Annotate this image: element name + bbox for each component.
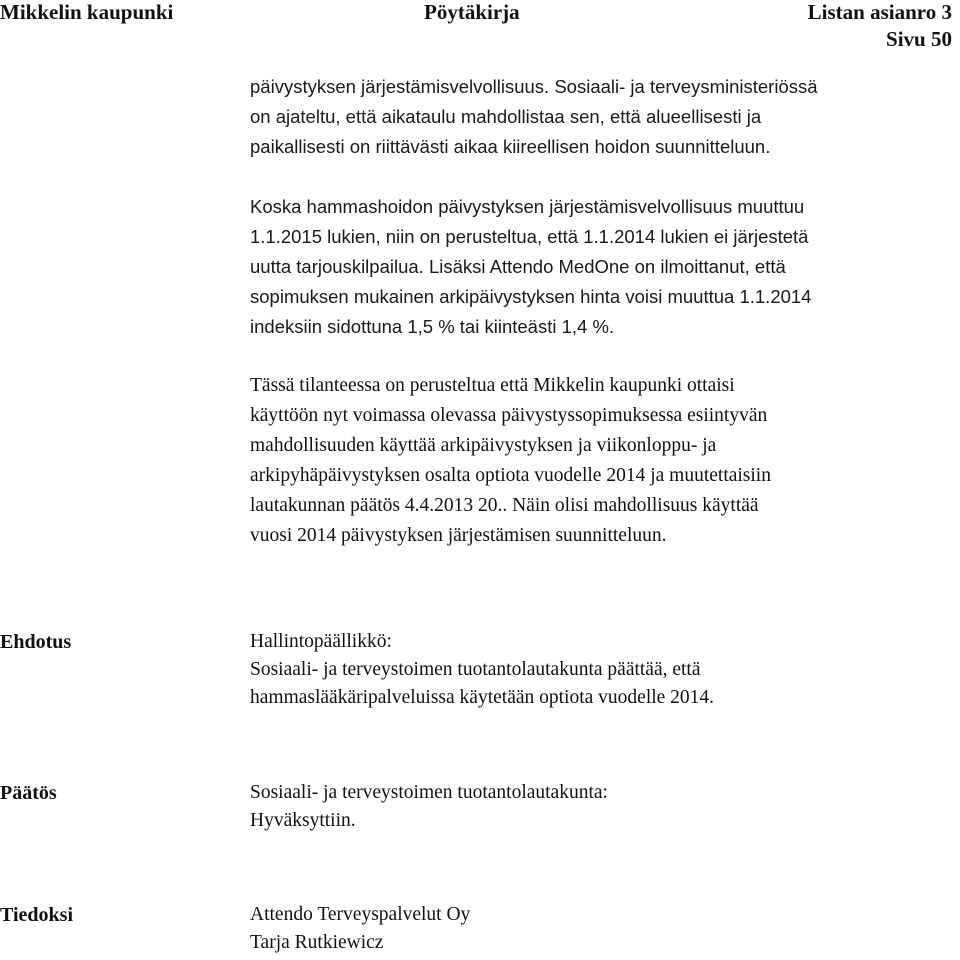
text-line: on ajateltu, että aikataulu mahdollistaa sen, että alueellisesti ja — [250, 106, 762, 127]
text-line: paikallisesti on riittävästi aikaa kiireellisen hoidon suunnitteluun. — [250, 136, 771, 157]
text-line: arkipyhäpäivystyksen osalta optiota vuodelle 2014 ja muutettaisiin — [250, 465, 771, 486]
section-label-tiedoksi: Tiedoksi — [0, 904, 73, 926]
text-line: Sosiaali- ja terveystoimen tuotantolautakunta päättää, että — [250, 659, 701, 680]
text-line: 1.1.2015 lukien, niin on perusteltua, että 1.1.2014 lukien ei järjestetä — [250, 226, 809, 247]
page-header — [0, 0, 960, 60]
text-line: hammaslääkäripalveluissa käytetään optiota vuodelle 2014. — [250, 687, 715, 708]
text-line: Tarja Rutkiewicz — [250, 932, 384, 953]
text-line: Hyväksyttiin. — [250, 810, 356, 831]
text-line: sopimuksen mukainen arkipäivystyksen hinta voisi muuttua 1.1.2014 — [250, 286, 812, 307]
text-line: Koska hammashoidon päivystyksen järjestämisvelvollisuus muuttuu — [250, 196, 805, 217]
text-line: indeksiin sidottuna 1,5 % tai kiinteästi 1,4 %. — [250, 316, 615, 337]
text-line: vuosi 2014 päivystyksen järjestämisen suunnitteluun. — [250, 525, 667, 546]
section-content-ehdotus — [250, 628, 714, 712]
text-line: Attendo Terveyspalvelut Oy — [250, 904, 471, 925]
page-number: Sivu 50 — [886, 27, 952, 51]
text-line: käyttöön nyt voimassa olevassa päivystyssopimuksessa esiintyvän — [250, 405, 768, 426]
text-line: lautakunnan päätös 4.4.2013 20.. Näin olisi mahdollisuus käyttää — [250, 495, 759, 516]
section-content-paatos — [250, 779, 608, 835]
paragraph-justification — [250, 192, 950, 342]
paragraph-proposal-rationale — [250, 371, 950, 551]
organization-name: Mikkelin kaupunki — [0, 0, 174, 24]
section-content-tiedoksi — [250, 901, 470, 957]
list-item-number: Listan asianro 3 — [807, 0, 952, 24]
section-label-ehdotus: Ehdotus — [0, 631, 72, 653]
section-label-paatos: Päätös — [0, 782, 57, 804]
text-line: mahdollisuuden käyttää arkipäivystyksen ja viikonloppu- ja — [250, 435, 717, 456]
text-line: päivystyksen järjestämisvelvollisuus. Sosiaali- ja terveysministeriössä — [250, 76, 818, 97]
text-line: Tässä tilanteessa on perusteltua että Mikkelin kaupunki ottaisi — [250, 375, 735, 396]
text-line: Sosiaali- ja terveystoimen tuotantolautakunta: — [250, 782, 608, 803]
text-line: uutta tarjouskilpailua. Lisäksi Attendo MedOne on ilmoittanut, että — [250, 256, 786, 277]
document-type: Pöytäkirja — [424, 0, 520, 24]
paragraph-background — [250, 72, 950, 162]
text-line: Hallintopäällikkö: — [250, 631, 392, 652]
